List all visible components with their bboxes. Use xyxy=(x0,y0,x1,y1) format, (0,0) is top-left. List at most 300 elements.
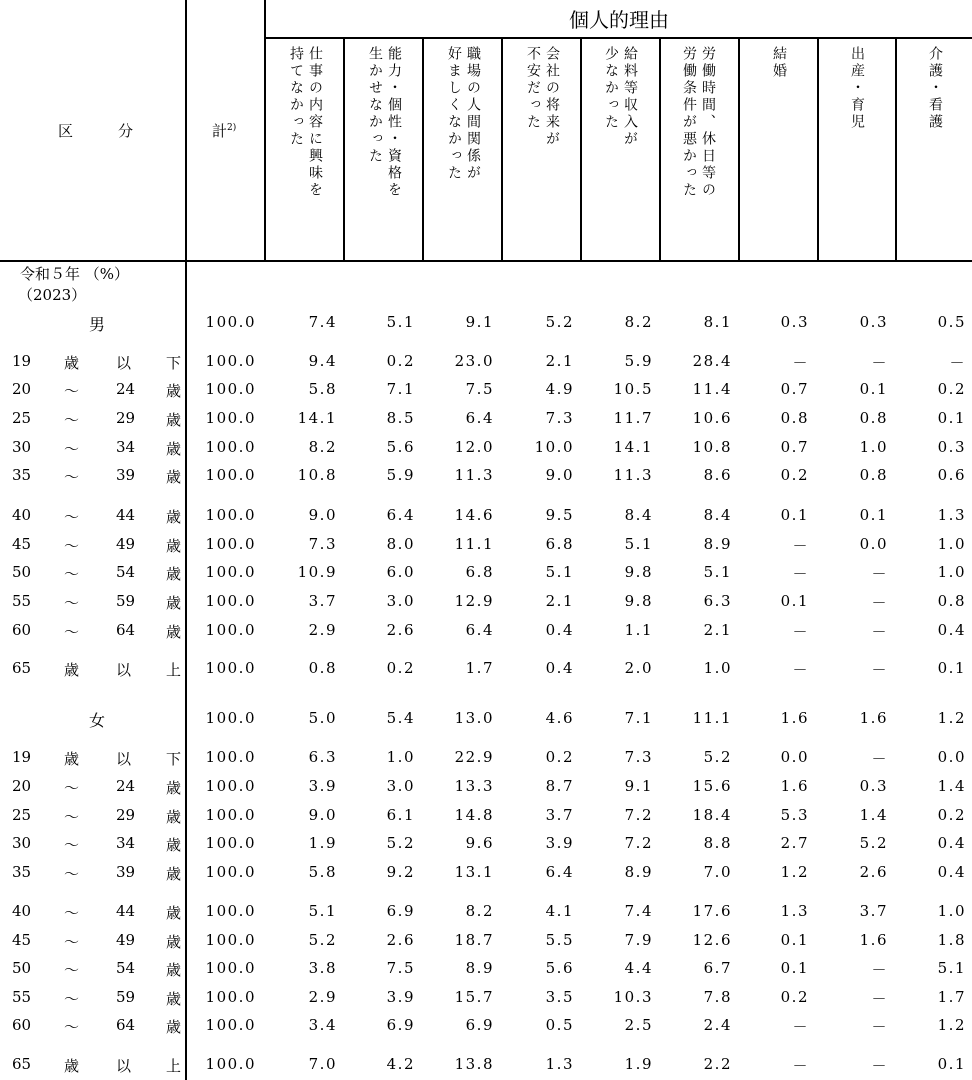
age-label-part-4: 歳 xyxy=(166,508,182,526)
total-header-label: 計 xyxy=(212,122,228,140)
row-value-col-3: 22.9 xyxy=(454,748,494,766)
row-value-col-1: 5.1 xyxy=(308,902,337,920)
section-value-col-8: 1.6 xyxy=(859,709,888,727)
row-value-col-5: 7.4 xyxy=(624,902,653,920)
row-value-col-6: 15.6 xyxy=(692,777,732,795)
row-value-col-7: 0.1 xyxy=(780,959,809,977)
age-label-part-4: 歳 xyxy=(166,440,182,458)
row-total: 100.0 xyxy=(205,563,256,581)
row-value-col-8: － xyxy=(871,1057,888,1075)
row-value-col-2: 6.4 xyxy=(386,506,415,524)
row-value-col-2: 0.2 xyxy=(386,659,415,677)
group-title-underline xyxy=(264,37,972,39)
column-header-2-line-2: 能力・個性・資格を xyxy=(386,46,402,199)
row-value-col-3: 13.3 xyxy=(454,777,494,795)
row-value-col-9: 0.1 xyxy=(937,1055,966,1073)
row-value-col-3: 11.3 xyxy=(454,466,494,484)
row-value-col-9: 0.4 xyxy=(937,834,966,852)
row-value-col-3: 14.8 xyxy=(454,806,494,824)
age-label-part-2: ～ xyxy=(64,411,80,429)
age-label-part-3: 29 xyxy=(116,806,136,824)
row-value-col-8: － xyxy=(871,661,888,679)
row-value-col-4: 5.6 xyxy=(545,959,574,977)
row-value-col-5: 8.4 xyxy=(624,506,653,524)
row-value-col-5: 7.9 xyxy=(624,931,653,949)
row-value-col-7: － xyxy=(792,565,809,583)
age-label-part-3: 以 xyxy=(116,354,132,372)
row-value-col-1: 3.4 xyxy=(308,1016,337,1034)
row-value-col-2: 1.0 xyxy=(386,748,415,766)
column-header-6-line-2: 労働時間、休日等の xyxy=(700,46,716,199)
row-value-col-1: 14.1 xyxy=(297,409,337,427)
age-label-part-4: 歳 xyxy=(166,468,182,486)
row-value-col-8: － xyxy=(871,594,888,612)
age-label-part-4: 歳 xyxy=(166,779,182,797)
row-value-col-2: 2.6 xyxy=(386,931,415,949)
total-header xyxy=(212,120,236,141)
section-value-col-1: 5.0 xyxy=(308,709,337,727)
row-value-col-8: 0.1 xyxy=(859,380,888,398)
row-value-col-2: 9.2 xyxy=(386,863,415,881)
age-label-part-3: 34 xyxy=(116,834,136,852)
row-value-col-6: 18.4 xyxy=(692,806,732,824)
row-value-col-5: 2.0 xyxy=(624,659,653,677)
age-label-part-4: 歳 xyxy=(166,537,182,555)
age-label-part-3: 以 xyxy=(116,1057,132,1075)
row-value-col-4: 9.5 xyxy=(545,506,574,524)
year-label-line-1: 令和５年 （%） xyxy=(20,265,130,283)
row-value-col-8: － xyxy=(871,961,888,979)
age-label-part-2: ～ xyxy=(64,779,80,797)
row-value-col-7: 0.1 xyxy=(780,931,809,949)
row-value-col-8: － xyxy=(871,1018,888,1036)
row-value-col-2: 5.6 xyxy=(386,438,415,456)
row-value-col-7: － xyxy=(792,623,809,641)
row-value-col-4: 4.9 xyxy=(545,380,574,398)
row-value-col-2: 3.9 xyxy=(386,988,415,1006)
age-label-part-1: 60 xyxy=(12,621,32,639)
age-label-part-3: 59 xyxy=(116,988,136,1006)
row-value-col-7: 0.2 xyxy=(780,988,809,1006)
row-value-col-8: － xyxy=(871,565,888,583)
row-value-col-8: 0.8 xyxy=(859,466,888,484)
row-value-col-3: 8.9 xyxy=(465,959,494,977)
age-label-part-4: 上 xyxy=(166,661,182,679)
age-label-part-3: 49 xyxy=(116,931,136,949)
row-value-col-9: 1.4 xyxy=(937,777,966,795)
row-value-col-5: 11.3 xyxy=(613,466,653,484)
row-value-col-6: 2.2 xyxy=(703,1055,732,1073)
row-value-col-8: － xyxy=(871,750,888,768)
row-value-col-5: 10.3 xyxy=(613,988,653,1006)
age-label-part-2: ～ xyxy=(64,808,80,826)
year-label-line-2: （2023） xyxy=(18,286,87,304)
row-total: 100.0 xyxy=(205,748,256,766)
age-label-part-3: 24 xyxy=(116,777,136,795)
row-value-col-4: 2.1 xyxy=(545,352,574,370)
category-header-ku: 区 xyxy=(58,122,74,140)
age-label-part-1: 40 xyxy=(12,902,32,920)
age-label-part-2: ～ xyxy=(64,990,80,1008)
row-value-col-9: 0.2 xyxy=(937,806,966,824)
column-header-7-line-1: 結婚 xyxy=(771,46,787,80)
age-label-part-1: 55 xyxy=(12,592,32,610)
row-total: 100.0 xyxy=(205,506,256,524)
age-label-part-4: 歳 xyxy=(166,865,182,883)
age-label-part-2: ～ xyxy=(64,623,80,641)
row-value-col-7: 0.1 xyxy=(780,592,809,610)
age-label-part-1: 20 xyxy=(12,777,32,795)
age-label-part-4: 歳 xyxy=(166,623,182,641)
column-header-3-line-2: 職場の人間関係が xyxy=(465,46,481,182)
age-label-part-1: 19 xyxy=(12,352,32,370)
row-value-col-1: 9.4 xyxy=(308,352,337,370)
row-value-col-7: 0.2 xyxy=(780,466,809,484)
age-label-part-2: ～ xyxy=(64,961,80,979)
row-value-col-5: 14.1 xyxy=(613,438,653,456)
section-value-col-7: 0.3 xyxy=(780,313,809,331)
age-label-part-2: ～ xyxy=(64,904,80,922)
row-total: 100.0 xyxy=(205,806,256,824)
column-header-3-line-1: 好ましくなかった xyxy=(446,46,462,182)
row-value-col-2: 4.2 xyxy=(386,1055,415,1073)
row-value-col-8: － xyxy=(871,623,888,641)
row-value-col-9: 1.0 xyxy=(937,902,966,920)
row-value-col-7: 0.1 xyxy=(780,506,809,524)
category-header-bun: 分 xyxy=(118,122,134,140)
column-header-2-line-1: 生かせなかった xyxy=(367,46,383,165)
section-total: 100.0 xyxy=(205,313,256,331)
age-label-part-2: 歳 xyxy=(64,750,80,768)
row-value-col-4: 0.2 xyxy=(545,748,574,766)
section-value-col-6: 11.1 xyxy=(692,709,732,727)
age-label-part-4: 下 xyxy=(166,354,182,372)
row-total: 100.0 xyxy=(205,409,256,427)
age-label-part-1: 55 xyxy=(12,988,32,1006)
age-label-part-1: 65 xyxy=(12,659,32,677)
section-value-col-8: 0.3 xyxy=(859,313,888,331)
row-value-col-2: 6.1 xyxy=(386,806,415,824)
row-value-col-7: 5.3 xyxy=(780,806,809,824)
row-value-col-4: 5.1 xyxy=(545,563,574,581)
row-total: 100.0 xyxy=(205,863,256,881)
row-total: 100.0 xyxy=(205,380,256,398)
row-value-col-2: 6.9 xyxy=(386,902,415,920)
row-value-col-8: 3.7 xyxy=(859,902,888,920)
section-value-col-6: 8.1 xyxy=(703,313,732,331)
row-value-col-2: 3.0 xyxy=(386,777,415,795)
row-value-col-6: 10.8 xyxy=(692,438,732,456)
row-value-col-4: 0.5 xyxy=(545,1016,574,1034)
row-value-col-1: 5.2 xyxy=(308,931,337,949)
age-label-part-1: 60 xyxy=(12,1016,32,1034)
row-value-col-6: 7.0 xyxy=(703,863,732,881)
row-value-col-2: 8.5 xyxy=(386,409,415,427)
row-value-col-6: 2.1 xyxy=(703,621,732,639)
age-label-part-3: 44 xyxy=(116,506,136,524)
row-value-col-1: 7.0 xyxy=(308,1055,337,1073)
age-label-part-1: 35 xyxy=(12,863,32,881)
row-value-col-5: 2.5 xyxy=(624,1016,653,1034)
row-value-col-4: 3.9 xyxy=(545,834,574,852)
age-label-part-2: ～ xyxy=(64,537,80,555)
age-label-part-2: ～ xyxy=(64,865,80,883)
column-header-4-line-1: 不安だった xyxy=(525,46,541,131)
row-value-col-4: 5.5 xyxy=(545,931,574,949)
row-value-col-3: 6.9 xyxy=(465,1016,494,1034)
row-value-col-9: 1.7 xyxy=(937,988,966,1006)
row-total: 100.0 xyxy=(205,592,256,610)
row-value-col-3: 6.4 xyxy=(465,621,494,639)
row-value-col-5: 7.2 xyxy=(624,806,653,824)
row-value-col-6: 7.8 xyxy=(703,988,732,1006)
age-label-part-2: ～ xyxy=(64,382,80,400)
row-value-col-2: 3.0 xyxy=(386,592,415,610)
row-value-col-1: 10.9 xyxy=(297,563,337,581)
row-value-col-9: 1.0 xyxy=(937,535,966,553)
row-value-col-3: 18.7 xyxy=(454,931,494,949)
row-total: 100.0 xyxy=(205,988,256,1006)
section-label-male: 男 xyxy=(89,315,106,334)
divider-col-5 xyxy=(580,38,582,262)
row-value-col-7: 0.7 xyxy=(780,380,809,398)
row-value-col-9: 0.0 xyxy=(937,748,966,766)
row-value-col-7: 0.0 xyxy=(780,748,809,766)
section-value-col-7: 1.6 xyxy=(780,709,809,727)
age-label-part-4: 歳 xyxy=(166,808,182,826)
age-label-part-3: 29 xyxy=(116,409,136,427)
row-value-col-8: 0.8 xyxy=(859,409,888,427)
age-label-part-4: 歳 xyxy=(166,1018,182,1036)
row-value-col-9: 1.0 xyxy=(937,563,966,581)
row-value-col-8: 0.0 xyxy=(859,535,888,553)
row-value-col-1: 3.8 xyxy=(308,959,337,977)
row-value-col-5: 9.1 xyxy=(624,777,653,795)
row-value-col-4: 10.0 xyxy=(534,438,574,456)
row-value-col-4: 0.4 xyxy=(545,621,574,639)
age-label-part-4: 歳 xyxy=(166,990,182,1008)
row-value-col-3: 14.6 xyxy=(454,506,494,524)
row-total: 100.0 xyxy=(205,777,256,795)
age-label-part-2: ～ xyxy=(64,1018,80,1036)
age-label-part-2: ～ xyxy=(64,594,80,612)
column-header-9-line-1: 介護・看護 xyxy=(927,46,943,131)
age-label-part-3: 以 xyxy=(116,661,132,679)
section-value-col-2: 5.4 xyxy=(386,709,415,727)
row-value-col-8: 1.6 xyxy=(859,931,888,949)
age-label-part-1: 35 xyxy=(12,466,32,484)
section-value-col-4: 5.2 xyxy=(545,313,574,331)
age-label-part-3: 34 xyxy=(116,438,136,456)
row-value-col-5: 5.1 xyxy=(624,535,653,553)
age-label-part-2: 歳 xyxy=(64,661,80,679)
row-total: 100.0 xyxy=(205,352,256,370)
row-value-col-4: 3.5 xyxy=(545,988,574,1006)
age-label-part-1: 65 xyxy=(12,1055,32,1073)
column-header-5-line-1: 少なかった xyxy=(603,46,619,131)
row-value-col-4: 9.0 xyxy=(545,466,574,484)
age-label-part-3: 24 xyxy=(116,380,136,398)
row-value-col-8: － xyxy=(871,354,888,372)
row-value-col-4: 3.7 xyxy=(545,806,574,824)
row-value-col-6: 11.4 xyxy=(692,380,732,398)
row-value-col-2: 8.0 xyxy=(386,535,415,553)
age-label-part-2: 歳 xyxy=(64,1057,80,1075)
row-value-col-3: 15.7 xyxy=(454,988,494,1006)
row-value-col-1: 2.9 xyxy=(308,988,337,1006)
age-label-part-3: 54 xyxy=(116,959,136,977)
age-label-part-2: ～ xyxy=(64,468,80,486)
divider-col-4 xyxy=(501,38,503,262)
age-label-part-1: 50 xyxy=(12,959,32,977)
row-value-col-8: － xyxy=(871,990,888,1008)
row-value-col-5: 5.9 xyxy=(624,352,653,370)
section-value-col-5: 8.2 xyxy=(624,313,653,331)
divider-col-3 xyxy=(422,38,424,262)
row-value-col-6: 28.4 xyxy=(692,352,732,370)
row-value-col-7: 0.8 xyxy=(780,409,809,427)
header-bottom-rule xyxy=(0,260,972,262)
row-value-col-1: 10.8 xyxy=(297,466,337,484)
row-value-col-6: 8.6 xyxy=(703,466,732,484)
section-value-col-4: 4.6 xyxy=(545,709,574,727)
age-label-part-4: 歳 xyxy=(166,411,182,429)
row-value-col-9: 0.4 xyxy=(937,621,966,639)
row-value-col-5: 11.7 xyxy=(613,409,653,427)
row-value-col-9: 1.3 xyxy=(937,506,966,524)
row-value-col-2: 6.0 xyxy=(386,563,415,581)
row-value-col-3: 11.1 xyxy=(454,535,494,553)
row-value-col-9: 0.8 xyxy=(937,592,966,610)
divider-col-9 xyxy=(895,38,897,262)
row-value-col-8: 0.3 xyxy=(859,777,888,795)
age-label-part-4: 歳 xyxy=(166,904,182,922)
row-value-col-3: 1.7 xyxy=(465,659,494,677)
age-label-part-4: 歳 xyxy=(166,961,182,979)
row-value-col-5: 10.5 xyxy=(613,380,653,398)
row-value-col-6: 1.0 xyxy=(703,659,732,677)
row-value-col-6: 8.4 xyxy=(703,506,732,524)
column-header-6-line-1: 労働条件が悪かった xyxy=(681,46,697,199)
row-value-col-2: 5.2 xyxy=(386,834,415,852)
section-value-col-2: 5.1 xyxy=(386,313,415,331)
row-value-col-7: － xyxy=(792,537,809,555)
row-value-col-4: 0.4 xyxy=(545,659,574,677)
row-value-col-7: 1.6 xyxy=(780,777,809,795)
row-value-col-5: 7.3 xyxy=(624,748,653,766)
row-value-col-7: － xyxy=(792,1057,809,1075)
row-value-col-8: 2.6 xyxy=(859,863,888,881)
age-label-part-1: 30 xyxy=(12,438,32,456)
row-value-col-6: 10.6 xyxy=(692,409,732,427)
row-total: 100.0 xyxy=(205,535,256,553)
row-value-col-7: － xyxy=(792,354,809,372)
age-label-part-3: 39 xyxy=(116,863,136,881)
row-value-col-2: 7.5 xyxy=(386,959,415,977)
row-value-col-1: 5.8 xyxy=(308,380,337,398)
row-value-col-1: 9.0 xyxy=(308,806,337,824)
row-value-col-8: 0.1 xyxy=(859,506,888,524)
row-value-col-7: 1.2 xyxy=(780,863,809,881)
row-value-col-5: 1.1 xyxy=(624,621,653,639)
age-label-part-3: 64 xyxy=(116,621,136,639)
section-value-col-9: 0.5 xyxy=(937,313,966,331)
row-total: 100.0 xyxy=(205,834,256,852)
section-value-col-5: 7.1 xyxy=(624,709,653,727)
age-label-part-2: ～ xyxy=(64,440,80,458)
age-label-part-2: ～ xyxy=(64,508,80,526)
row-value-col-4: 8.7 xyxy=(545,777,574,795)
row-value-col-9: 0.2 xyxy=(937,380,966,398)
row-value-col-6: 5.2 xyxy=(703,748,732,766)
age-label-part-1: 50 xyxy=(12,563,32,581)
row-value-col-1: 0.8 xyxy=(308,659,337,677)
column-header-1-line-1: 持てなかった xyxy=(288,46,304,148)
divider-total xyxy=(264,0,266,262)
row-value-col-4: 4.1 xyxy=(545,902,574,920)
age-label-part-3: 54 xyxy=(116,563,136,581)
row-value-col-9: 1.2 xyxy=(937,1016,966,1034)
row-value-col-1: 5.8 xyxy=(308,863,337,881)
row-value-col-3: 12.9 xyxy=(454,592,494,610)
row-value-col-9: 0.1 xyxy=(937,409,966,427)
row-value-col-6: 8.9 xyxy=(703,535,732,553)
row-value-col-5: 7.2 xyxy=(624,834,653,852)
row-total: 100.0 xyxy=(205,466,256,484)
age-label-part-2: ～ xyxy=(64,836,80,854)
age-label-part-3: 64 xyxy=(116,1016,136,1034)
total-header-note: 2) xyxy=(227,123,237,133)
age-label-part-1: 25 xyxy=(12,806,32,824)
section-total: 100.0 xyxy=(205,709,256,727)
row-value-col-9: － xyxy=(949,354,966,372)
divider-col-8 xyxy=(817,38,819,262)
row-value-col-2: 5.9 xyxy=(386,466,415,484)
row-total: 100.0 xyxy=(205,621,256,639)
age-label-part-2: 歳 xyxy=(64,354,80,372)
row-value-col-9: 0.6 xyxy=(937,466,966,484)
row-value-col-9: 0.4 xyxy=(937,863,966,881)
age-label-part-3: 44 xyxy=(116,902,136,920)
row-value-col-6: 17.6 xyxy=(692,902,732,920)
row-value-col-3: 7.5 xyxy=(465,380,494,398)
group-title-personal-reasons: 個人的理由 xyxy=(569,8,669,32)
row-total: 100.0 xyxy=(205,1055,256,1073)
column-header-5-line-2: 給料等収入が xyxy=(622,46,638,148)
age-label-part-4: 下 xyxy=(166,750,182,768)
row-value-col-7: 1.3 xyxy=(780,902,809,920)
age-label-part-1: 30 xyxy=(12,834,32,852)
row-value-col-1: 3.9 xyxy=(308,777,337,795)
column-header-4-line-2: 会社の将来が xyxy=(544,46,560,148)
row-value-col-1: 6.3 xyxy=(308,748,337,766)
row-value-col-3: 8.2 xyxy=(465,902,494,920)
row-value-col-9: 0.3 xyxy=(937,438,966,456)
row-value-col-7: － xyxy=(792,661,809,679)
row-total: 100.0 xyxy=(205,959,256,977)
row-value-col-8: 5.2 xyxy=(859,834,888,852)
row-value-col-5: 9.8 xyxy=(624,592,653,610)
row-value-col-1: 7.3 xyxy=(308,535,337,553)
row-value-col-1: 2.9 xyxy=(308,621,337,639)
column-header-8-line-1: 出産・育児 xyxy=(849,46,865,131)
row-value-col-2: 7.1 xyxy=(386,380,415,398)
row-value-col-1: 3.7 xyxy=(308,592,337,610)
age-label-part-4: 歳 xyxy=(166,933,182,951)
row-value-col-5: 9.8 xyxy=(624,563,653,581)
section-value-col-9: 1.2 xyxy=(937,709,966,727)
row-value-col-3: 13.1 xyxy=(454,863,494,881)
